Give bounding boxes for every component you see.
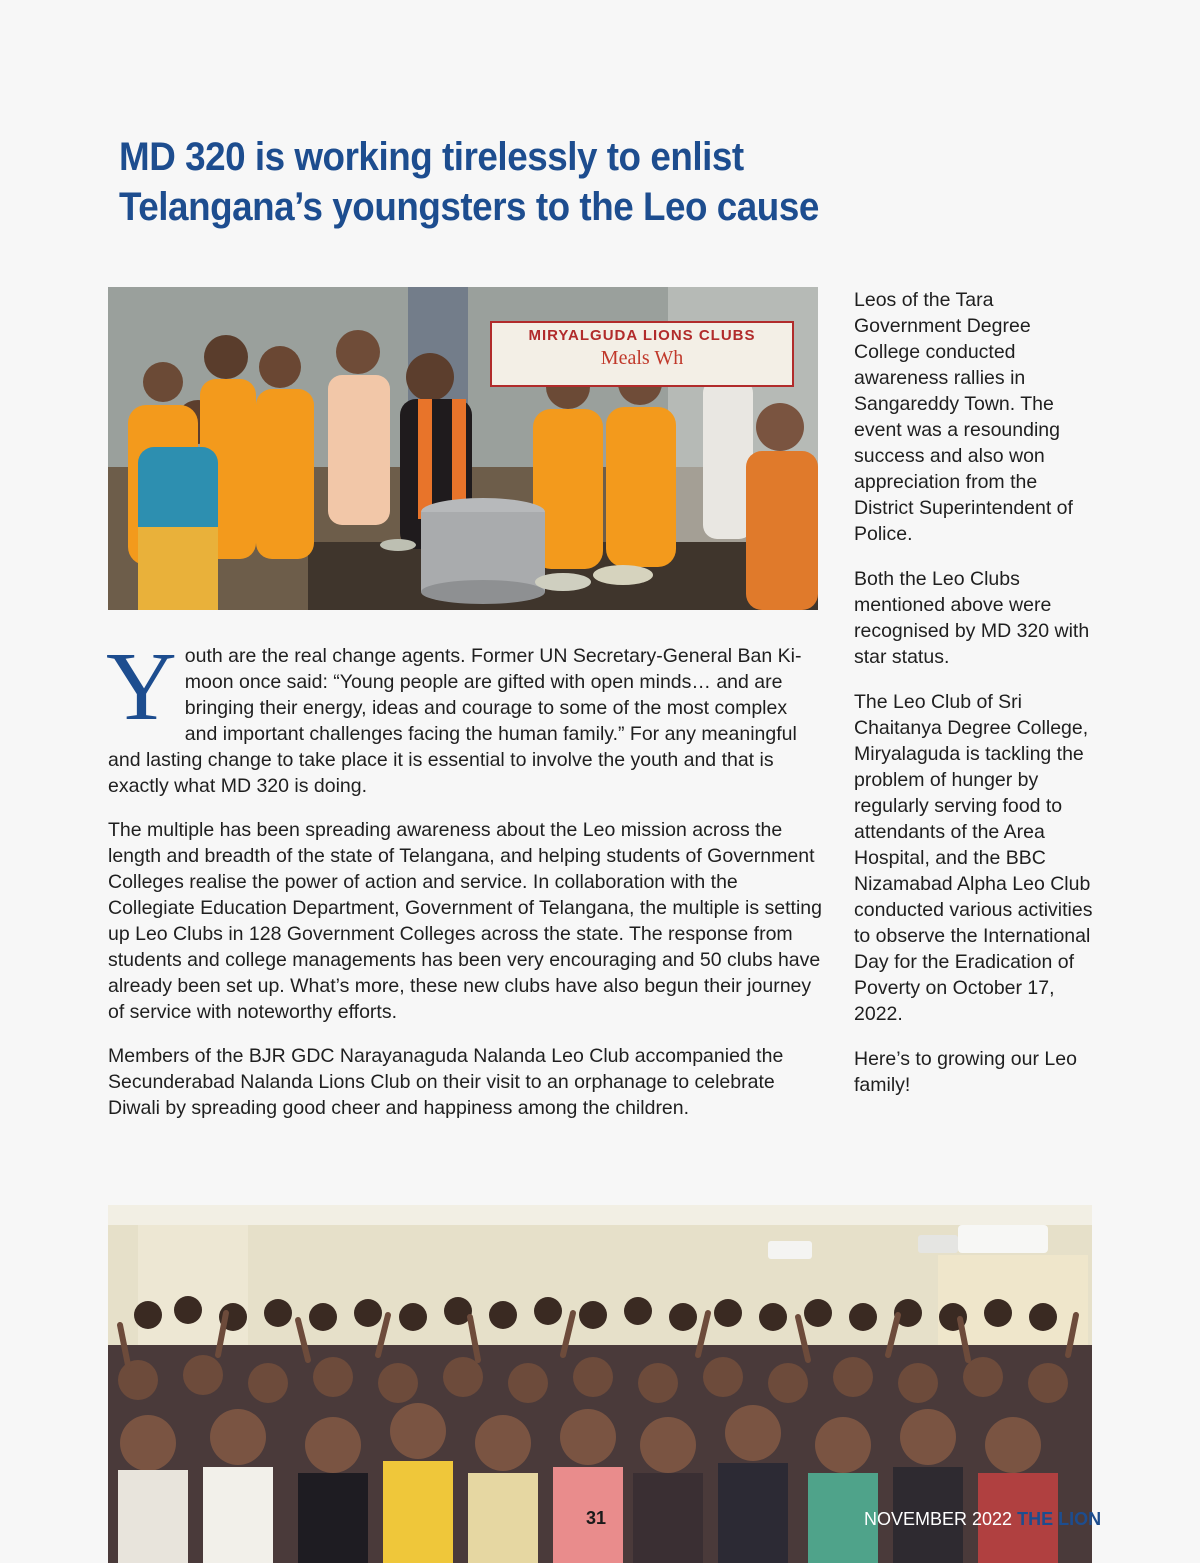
headline-line-1: MD 320 is working tirelessly to enlist <box>119 135 744 179</box>
paragraph-1-text: outh are the real change agents. Former UN Secretary-General Ban Ki-moon once said: “Young people are gifted with open minds… and are bringing their energy, ideas and courage to some of the most complex and important challenges facing the human family.” For any meaningful and lasting change to take place it is essential to involve the youth and that is exactly what MD 320 is doing. <box>108 645 802 797</box>
issue-info <box>864 1509 1101 1530</box>
drop-cap: Y <box>106 633 177 741</box>
article-paragraph-2: The multiple has been spreading awareness about the Leo mission across the length and breadth of the state of Telangana, and helping students of Government Colleges realise the power of action and service. In collaboration with the Collegiate Education Department, Government of Telangana, the multiple is setting up Leo Clubs in 128 Government Colleges across the state. The response from students and college managements has been very encouraging and 50 clubs have already been set up. What’s more, these new clubs have also begun their journey of service with noteworthy efforts. <box>108 819 822 1023</box>
lions-club-banner <box>490 321 794 387</box>
issue-month: NOVEMBER 2022 <box>864 1509 1013 1529</box>
page-number: 31 <box>586 1508 607 1528</box>
sidebar-paragraph-1: Leos of the Tara Government Degree College conducted awareness rallies in Sangareddy Town. The event was a resounding success and also won appreciation from the District Superintendent of Police. <box>854 289 1073 545</box>
article-body <box>106 633 823 1139</box>
sidebar-paragraph-4: Here’s to growing our Leo family! <box>854 1048 1077 1096</box>
banner-title: MIRYALGUDA LIONS CLUBS <box>528 327 756 344</box>
sidebar-paragraph-2: Both the Leo Clubs mentioned above were recognised by MD 320 with star status. <box>854 568 1090 668</box>
sidebar-column <box>854 287 1099 1117</box>
food-service-photo <box>108 287 818 610</box>
article-paragraph-3: Members of the BJR GDC Narayanaguda Nalanda Leo Club accompanied the Secunderabad Nalanda Lions Club on their visit to an orphanage to celebrate Diwali by spreading good cheer and happiness among the children. <box>108 1045 784 1119</box>
article-paragraph-1 <box>106 633 823 799</box>
headline-line-2: Telangana’s youngsters to the Leo cause <box>119 185 819 229</box>
magazine-name: THE LION <box>1017 1509 1102 1529</box>
article-headline <box>119 132 818 232</box>
sidebar-paragraph-3: The Leo Club of Sri Chaitanya Degree College, Miryalaguda is tackling the problem of hunger by regularly serving food to attendants of the Area Hospital, and the BBC Nizamabad Alpha Leo Club conducted various activities to observe the International Day for the Eradication of Poverty on October 17, 2022. <box>854 691 1093 1025</box>
banner-subtitle: Meals Wh <box>600 347 684 369</box>
